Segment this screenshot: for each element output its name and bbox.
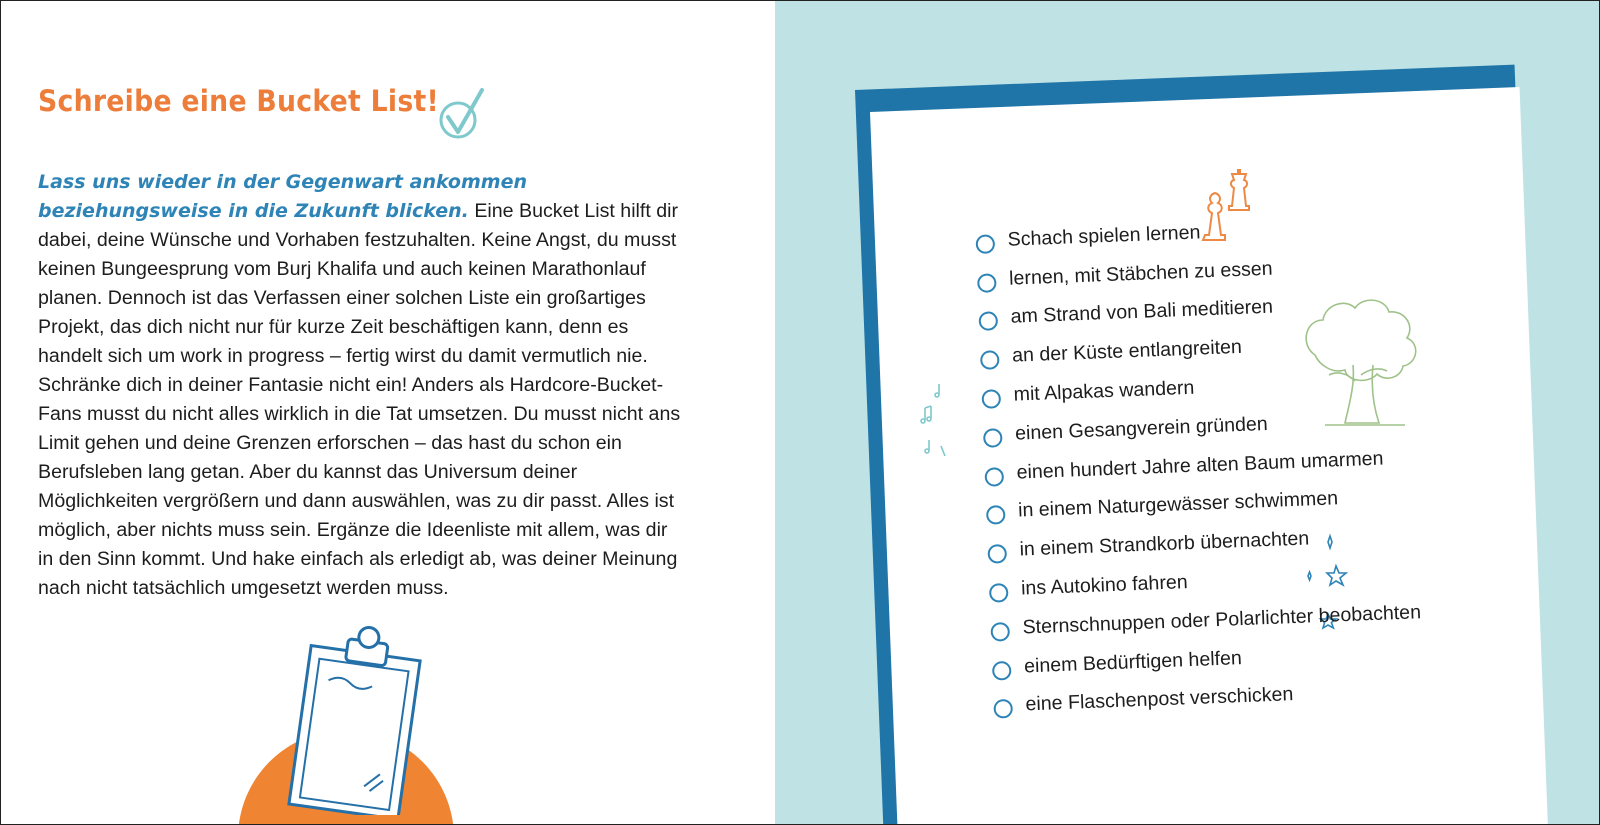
circle-icon[interactable] bbox=[989, 583, 1009, 603]
intro-paragraph bbox=[38, 168, 688, 603]
list-item[interactable]: Sternschnuppen oder Polarlichter beobachten bbox=[990, 590, 1511, 649]
list-item[interactable]: einem Bedürftigen helfen bbox=[991, 628, 1512, 687]
list-item[interactable]: an der Küste entlangreiten bbox=[979, 318, 1500, 377]
circle-icon[interactable] bbox=[984, 467, 1004, 487]
body-text: Eine Bucket List hilft dir dabei, deine Wünsche und Vorhaben festzuhalten. Keine Angst, du musst keinen Bungeesprung vom Burj Khalifa und auch keinen Marathonlauf planen. Dennoch ist das Verfassen einer solchen Liste ein großartiges Projekt, das dich nicht nur für kurze Zeit beschäftigen kann, denn es handelt sich um work in progress – fertig wirst du damit vermutlich nie. Schränke dich in deiner Fantasie nicht ein! Anders als Hardcore-Bucket-Fans musst du nicht alles wirklich in die Tat umsetzen. Du musst nicht ans Limit gehen und deine Grenzen erforschen – das hast du schon ein Berufsleben lang getan. Aber du kannst das Universum deiner Möglichkeiten vergrößern und dann auswählen, was zu dir passt. Alles ist möglich, aber nichts muss sein. Ergänze die Ideenliste mit allem, was dir in den Sinn kommt. Und hake einfach als erledigt ab, was deiner Meinung nach nicht tatsächlich umgesetzt werden muss. bbox=[38, 200, 681, 599]
list-item[interactable]: einen hundert Jahre alten Baum umarmen bbox=[984, 435, 1505, 494]
music-notes-icon bbox=[917, 380, 957, 466]
bucket-list bbox=[975, 202, 1514, 726]
circle-icon[interactable] bbox=[987, 544, 1007, 564]
list-item[interactable]: am Strand von Bali meditieren bbox=[978, 280, 1499, 339]
list-item[interactable]: in einem Naturgewässer schwimmen bbox=[985, 473, 1506, 532]
page-title: Schreibe eine Bucket List! bbox=[38, 84, 439, 118]
list-item[interactable]: eine Flaschenpost verschicken bbox=[993, 667, 1514, 726]
circle-icon[interactable] bbox=[986, 506, 1006, 526]
list-item[interactable]: Schach spielen lernen bbox=[975, 202, 1496, 261]
circle-icon[interactable] bbox=[975, 234, 995, 254]
circle-icon[interactable] bbox=[977, 273, 997, 293]
circle-icon[interactable] bbox=[978, 312, 998, 332]
checkmark-icon bbox=[436, 86, 490, 144]
circle-icon[interactable] bbox=[990, 622, 1010, 642]
left-page bbox=[0, 0, 775, 825]
right-page bbox=[775, 0, 1600, 825]
circle-icon[interactable] bbox=[992, 661, 1012, 681]
list-item[interactable]: ins Autokino fahren bbox=[988, 551, 1509, 610]
list-item[interactable]: lernen, mit Stäbchen zu essen bbox=[976, 241, 1497, 300]
circle-icon[interactable] bbox=[983, 428, 1003, 448]
list-item[interactable]: mit Alpakas wandern bbox=[981, 357, 1502, 416]
circle-icon[interactable] bbox=[981, 389, 1001, 409]
circle-icon[interactable] bbox=[980, 350, 1000, 370]
lead-text: Lass uns wieder in der Gegenwart ankommen beziehungsweise in die Zukunft blicken. bbox=[38, 171, 527, 222]
clipboard-icon bbox=[280, 615, 440, 815]
list-item[interactable]: einen Gesangverein gründen bbox=[982, 396, 1503, 455]
list-item[interactable]: in einem Strandkorb übernachten bbox=[987, 512, 1508, 571]
circle-icon[interactable] bbox=[993, 699, 1013, 719]
